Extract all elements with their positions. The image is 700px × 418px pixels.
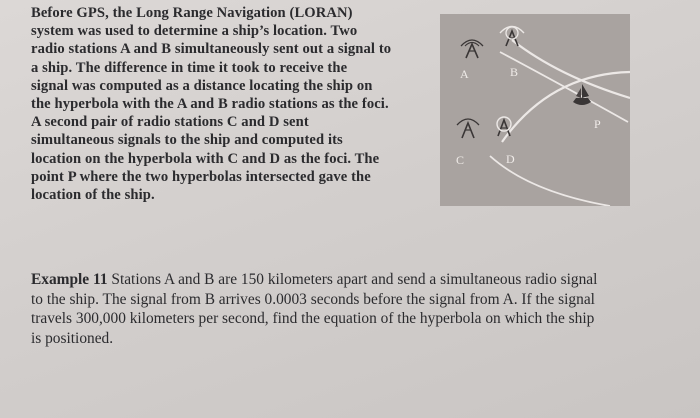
intro-line: location of the ship. [31, 187, 155, 204]
hyperbola-cd-branch [502, 72, 630, 142]
intro-line: system was used to determine a ship’s location. Two [31, 23, 358, 40]
intro-line: A second pair of radio stations C and D sent [31, 114, 309, 131]
intro-line: point P where the two hyperbolas intersected gave the [31, 168, 371, 185]
example-label: Example 11 [31, 271, 108, 288]
loran-figure [440, 14, 630, 206]
intro-line: simultaneous signals to the ship and computed its [31, 132, 343, 149]
label-p: P [594, 117, 601, 131]
example-text: Stations A and B are 150 kilometers apart and send a simultaneous radio signal [107, 271, 598, 288]
ship-icon [573, 84, 591, 105]
intro-line: the hyperbola with the A and B radio stations as the foci. [31, 96, 389, 113]
example-11 [31, 270, 681, 348]
example-line [31, 270, 681, 290]
label-a: A [460, 67, 469, 81]
intro-line: a ship. The difference in time it took to receive the [31, 59, 348, 76]
example-line: to the ship. The signal from B arrives 0.0003 seconds before the signal from A. If the signal [31, 290, 595, 308]
intro-paragraph [31, 4, 431, 204]
radio-tower-d-icon [497, 117, 511, 136]
label-b: B [510, 65, 519, 79]
example-line: is positioned. [31, 329, 114, 347]
label-c: C [456, 153, 465, 167]
intro-line: signal was computed as a distance locating the ship on [31, 77, 373, 94]
radio-tower-b-icon [500, 27, 524, 47]
intro-line: radio stations A and B simultaneously sent out a signal to [31, 41, 392, 58]
intro-line: location on the hyperbola with C and D as the foci. The [31, 150, 380, 167]
radio-tower-a-icon [461, 40, 483, 58]
hyperbola-ab-branch [512, 40, 630, 98]
radio-tower-c-icon [457, 119, 479, 138]
intro-line: Before GPS, the Long Range Navigation (LORAN) [31, 5, 353, 21]
loran-diagram [440, 14, 630, 206]
example-line: travels 300,000 kilometers per second, find the equation of the hyperbola on which the ship [31, 310, 595, 328]
label-d: D [506, 152, 515, 166]
